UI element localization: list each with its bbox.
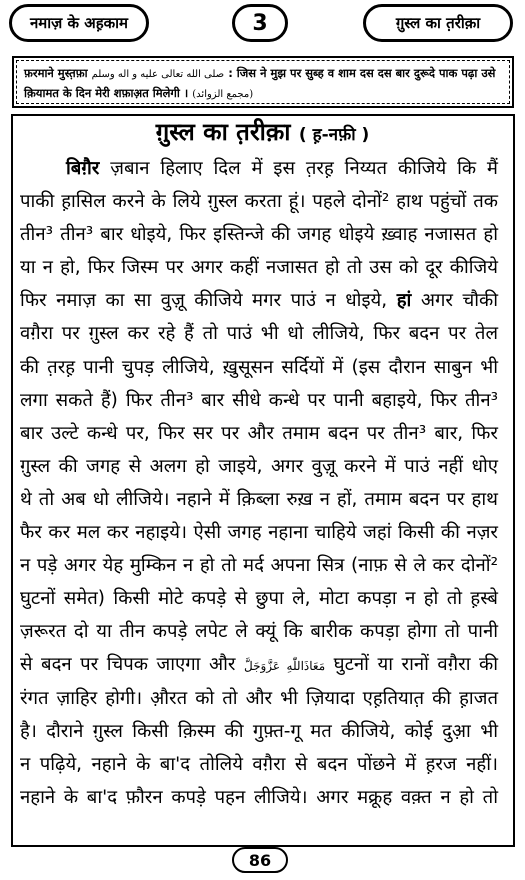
- body-line: या न हो, फिर जिस्म पर अगर कहीं नजासत हो तो उस को दूर कीजिये: [20, 257, 498, 279]
- hadith-salutation: صلى الله تعالى عليه و اله وسلم: [91, 69, 225, 80]
- body-line-text: अगर चौकी: [420, 290, 498, 312]
- header-book-title: नमाज़ के अह़काम: [9, 4, 149, 42]
- body-line: है। दौराने ग़ुस्ल किसी क़िस्म की गुफ़्त-गू मत कीजिये, कोई दुआ़ भी: [20, 720, 498, 742]
- body-line: बार उल्टे कन्धे पर, फिर सर पर और तमाम बदन पर तीन³ बार, फिर: [20, 422, 498, 444]
- hadith-text: [24, 64, 504, 104]
- hadith-line-1: : जिस ने मुझ पर सुब्ह व शाम दस दस बार दुरूदे पाक पढ़ा उसे: [228, 66, 496, 80]
- body-line: लगा सकते हैं) फिर तीन³ बार सीधे कन्धे पर पानी बहाइये, फिर तीन³: [20, 389, 498, 411]
- body-lead-word: बिग़ैर: [66, 158, 100, 179]
- body-line: ज़रूरत दो या तीन कपड़े लपेट ले क्यूं कि बारीक कपड़ा होगा तो पानी: [20, 621, 498, 643]
- header-chapter-title: ग़ुस्ल का त़रीक़ा: [363, 4, 513, 42]
- body-line: [20, 284, 498, 317]
- body-line-text: फिर नमाज़ का सा वुज़ू कीजिये मगर पाउं न धोइये,: [20, 290, 388, 312]
- body-line: घुटनों समेत) किसी मोटे कपड़े से छुपा ले, मोटा कपड़ा न हो तो ह़स्बे: [20, 588, 498, 610]
- body-line-text: से बदन पर चिपक जाएगा और: [20, 654, 236, 676]
- body-line: थे तो अब धो लीजिये। नहाने में क़िब्ला रुख़ न हों, तमाम बदन पर हाथ: [20, 488, 498, 510]
- body-bold-word: हां: [396, 290, 412, 312]
- body-line: [20, 648, 498, 681]
- body-arabic-phrase: مَعَاذَاللّٰهِ عَزَّوَجَلَّ: [244, 659, 326, 674]
- section-title: [0, 117, 525, 150]
- body-line: रंगत ज़ाहिर होगी। औ़रत को तो और भी ज़ियादा एह़तियात़ की ह़ाजत: [20, 687, 498, 709]
- body-line: न पढ़िये, नहाने के बा'द तोलिये वग़ैरा से बदन पोंछने में ह़रज नहीं।: [20, 753, 498, 775]
- hadith-label: फ़रमाने मुस्त़फ़ा: [24, 66, 88, 80]
- body-line-text: ज़बान हिलाए दिल में इस त़रह़ निय्यत कीजिये कि मैं: [110, 158, 498, 179]
- hadith-box: [12, 56, 514, 108]
- body-line: न पड़े अगर येह मुम्किन न हो तो मर्द अपना सित्र (नाफ़ से ले कर दोनों²: [20, 555, 498, 577]
- body-line: वग़ैरा पर ग़ुस्ल कर रहे हैं तो पाउं भी धो लीजिये, फिर बदन पर तेल: [20, 323, 498, 345]
- body-line: नहाने के बा'द फ़ौरन कपड़े पहन लीजिये। अगर मक्रूह वक़्त न हो तो: [20, 786, 498, 808]
- body-line: [20, 152, 498, 185]
- header-page-number: 3: [232, 4, 288, 42]
- body-line: तीन³ तीन³ बार धोइये, फिर इस्तिन्जे की जगह धोइये ख़्वाह नजासत हो: [20, 224, 498, 246]
- body-line: पाकी ह़ासिल करने के लिये ग़ुस्ल करता हूं। पहले दोनों² हाथ पहुंचों तक: [20, 191, 498, 213]
- body-line: फैर कर मल कर नहाइये। ऐसी जगह नहाना चाहिये जहां किसी की नज़र: [20, 522, 498, 544]
- hadith-source: (مجمع الزوائد): [192, 89, 254, 100]
- body-line-text: घुटनों या रानों वग़ैरा की: [333, 654, 498, 676]
- section-subtitle: ( ह़-नफ़ी ): [298, 125, 370, 145]
- body-text: [20, 152, 498, 814]
- footer-page-number: 86: [232, 847, 288, 873]
- body-line: की त़रह़ पानी चुपड़ लीजिये, ख़ुसूसन सर्दियों में (इस दौरान साबुन भी: [20, 356, 498, 378]
- body-line: ग़ुस्ल की जगह से अलग हो जाइये, अगर वुज़ू करने में पाउं नहीं धोए: [20, 455, 498, 477]
- section-title-text: ग़ुस्ल का त़रीक़ा: [155, 118, 291, 146]
- hadith-line-2: क़ियामत के दिन मेरी शफ़ाअ़त मिलेगी ।: [24, 86, 189, 100]
